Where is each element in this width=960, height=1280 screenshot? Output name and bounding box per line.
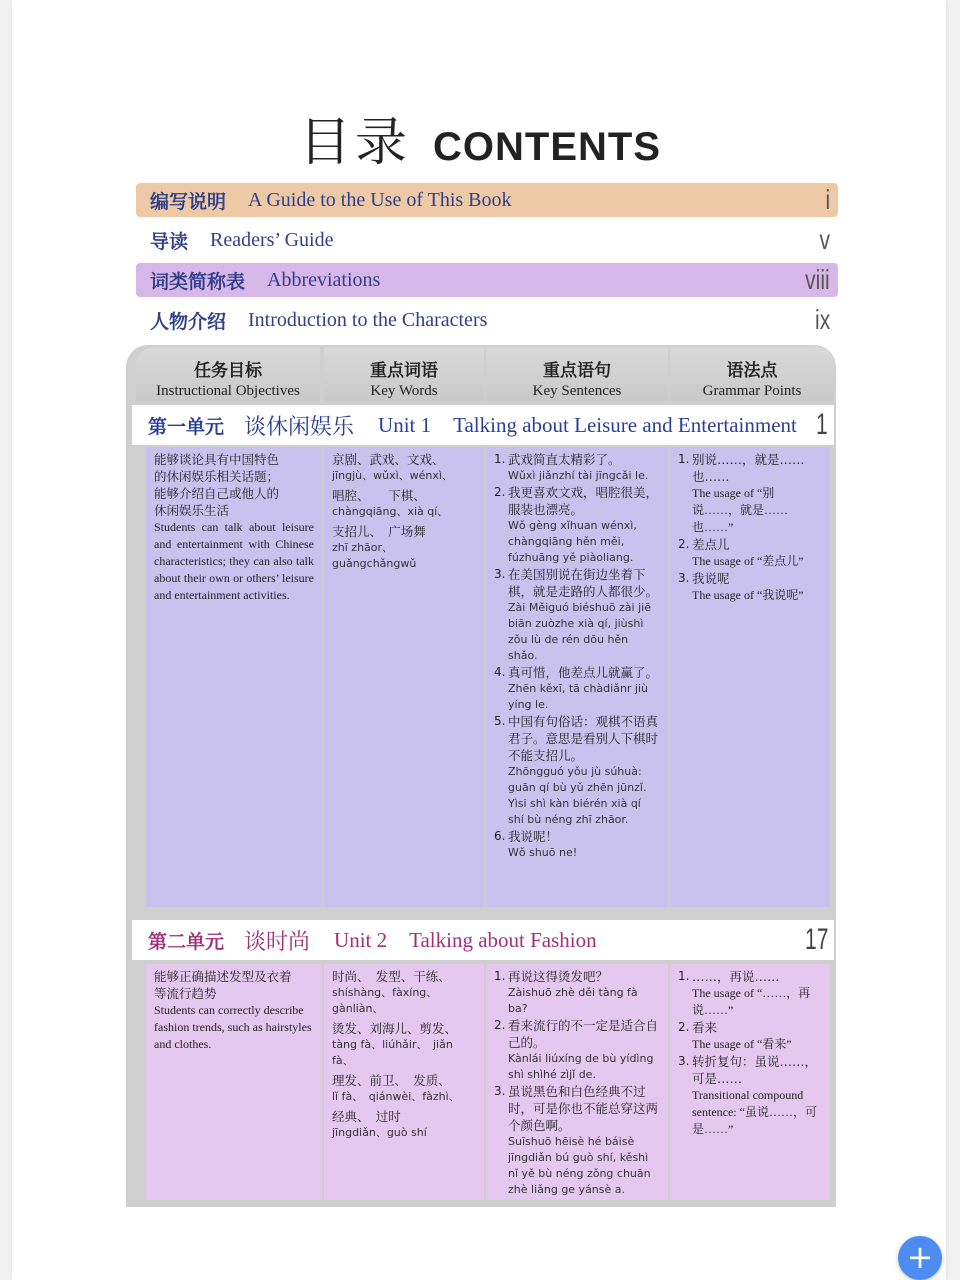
objective-line: 的休闲娱乐相关话题； — [154, 469, 280, 484]
objective-line: 等流行趋势 — [154, 986, 217, 1001]
unit-title-en: Talking about Leisure and Entertainment — [453, 412, 797, 437]
grammar-item: 2. 看来 The usage of “看来” — [678, 1019, 822, 1053]
toc-item-page: ix — [814, 304, 830, 335]
objective-line: 能够谈论具有中国特色 — [154, 452, 280, 467]
column-header-key-sentences — [486, 347, 668, 401]
keyword-zh: 京剧、武戏、文戏、 — [332, 452, 445, 467]
plus-icon: + — [906, 1238, 934, 1276]
column-header-zh: 任务目标 — [194, 361, 262, 381]
unit-title-zh: 谈时尚 — [244, 929, 311, 955]
grammar-zh: 差点儿 — [692, 537, 730, 552]
sentence-item: 3. 虽说黑色和白色经典不过时，可是你也不能总穿这两个颜色啊。 Suīshuō hēisè hé báisè jīngdiǎn bú guò shí, kěshì nǐ yě bù néng zǒng chuān zhè liǎng ge yánsè a. — [494, 1084, 659, 1196]
column-header-en: Key Sentences — [532, 383, 622, 399]
sentence-item: 6. 我说呢！ Wǒ shuō ne! — [494, 828, 660, 861]
keyword-pinyin: tàng fà、liúhǎir、 jiǎn fà、 — [332, 1038, 453, 1067]
unit-1-key-words — [324, 447, 484, 907]
sentence-zh: 中国有句俗话：观棋不语真君子。意思是看别人下棋时不能支招儿。 — [508, 714, 659, 763]
sentence-zh: 我说呢！ — [508, 829, 559, 844]
objective-line: 能够介绍自己或他人的 — [154, 486, 280, 501]
grammar-item: 3. 我说呢 The usage of “我说呢” — [678, 570, 822, 604]
keyword-zh: 理发、前卫、 发质、 — [332, 1073, 451, 1088]
unit-1-grammar-points — [670, 447, 830, 907]
add-button[interactable] — [898, 1236, 942, 1280]
unit-1-key-sentences — [486, 447, 668, 907]
keyword-zh: 烫发、刘海儿、剪发、 — [332, 1021, 458, 1036]
toc-item-zh: 编写说明 — [150, 190, 227, 213]
grammar-en: The usage of “我说呢” — [692, 588, 804, 602]
unit-1-objectives — [146, 447, 322, 907]
keyword-pinyin: shíshàng、fàxíng、gànliàn、 — [332, 986, 438, 1015]
grammar-zh: 看来 — [692, 1020, 718, 1035]
column-header-zh: 重点语句 — [543, 361, 611, 381]
sentence-pinyin: Zài Měiguó biéshuō zài jiē biān zuòzhe xià qí, jiùshì zǒu lù de rén dōu hěn shǎo. — [508, 601, 651, 662]
grammar-zh: 我说呢 — [692, 571, 730, 586]
keyword-pinyin: chàngqiāng、xià qí、 — [332, 505, 449, 518]
column-header-en: Key Words — [370, 383, 438, 399]
sentence-item: 4. 真可惜，他差点儿就赢了。 Zhēn kěxī, tā chàdiǎnr jiù yíng le. — [494, 665, 659, 711]
sentence-zh: 真可惜，他差点儿就赢了。 — [508, 665, 659, 680]
toc-item-page: i — [825, 184, 830, 215]
unit-number-en: Unit 1 — [378, 412, 432, 437]
unit-2-grammar-points — [670, 964, 830, 1200]
grammar-en: The usage of “看来” — [692, 1037, 792, 1051]
sentence-item: 1. 武戏简直太精彩了。 Wǔxì jiǎnzhí tài jīngcǎi le. — [494, 451, 660, 484]
unit-page: 17 — [804, 923, 828, 956]
keyword-zh: 时尚、 发型、干练、 — [332, 969, 451, 984]
keyword-group — [332, 487, 476, 520]
keyword-pinyin: jīngdiǎn、guò shí — [332, 1126, 427, 1139]
unit-number-zh: 第一单元 — [148, 415, 225, 438]
sentence-item: 2. 看来流行的不一定是适合自己的。 Kànlái liúxíng de bù yídìng shì shìhé zìjǐ de. — [494, 1018, 659, 1081]
column-header-objectives — [136, 347, 320, 401]
toc-item-page: v — [819, 224, 830, 255]
toc-item-zh: 词类简称表 — [150, 270, 246, 293]
sentence-pinyin: Wǔxì jiǎnzhí tài jīngcǎi le. — [508, 469, 649, 482]
toc-item-abbreviations[interactable] — [136, 263, 838, 297]
unit-number-en: Unit 2 — [334, 927, 388, 952]
sentence-zh: 武戏简直太精彩了。 — [508, 452, 621, 467]
keyword-zh: 支招儿、 广场舞 — [332, 524, 426, 539]
sentence-item: 1. 再说这得烫发吧？ Zàishuō zhè děi tàng fà ba? — [494, 968, 660, 1017]
grammar-en: The usage of “……，再说……” — [692, 986, 811, 1017]
unit-2-key-words — [324, 964, 484, 1200]
column-header-en: Grammar Points — [702, 383, 802, 399]
toc-item-en: A Guide to the Use of This Book — [248, 188, 512, 211]
sentence-pinyin: Zhēn kěxī, tā chàdiǎnr jiù yíng le. — [508, 682, 649, 711]
column-header-key-words — [324, 347, 484, 401]
keyword-zh: 经典、 过时 — [332, 1109, 401, 1124]
unit-number-zh: 第二单元 — [148, 930, 225, 953]
toc-item-page: viii — [805, 264, 830, 295]
toc-item-en: Abbreviations — [267, 268, 381, 291]
sentence-pinyin: Suīshuō hēisè hé báisè jīngdiǎn bú guò shí, kěshì nǐ yě bù néng zǒng chuān zhè liǎng ge yánsè a. — [508, 1135, 651, 1196]
title-en: CONTENTS — [433, 125, 661, 169]
sentence-zh: 看来流行的不一定是适合自己的。 — [508, 1018, 659, 1050]
toc-item-characters[interactable] — [136, 303, 838, 337]
column-header-en: Instructional Objectives — [156, 383, 300, 399]
sentence-item: 2. 我更喜欢文戏，唱腔很美，服装也漂亮。 Wǒ gèng xǐhuan wénxì, chàngqiāng hěn měi, fúzhuāng yě piàoliang. — [494, 485, 659, 564]
grammar-zh: 转折复句：虽说……，可是…… — [692, 1054, 818, 1086]
grammar-item: 3. 转折复句：虽说……，可是…… Transitional compound sentence: “虽说……，可是……” — [678, 1053, 822, 1138]
toc-item-zh: 人物介绍 — [150, 310, 227, 333]
sentence-zh: 再说这得烫发吧？ — [508, 969, 609, 984]
keyword-pinyin: zhī zhāor、guǎngchǎngwǔ — [332, 541, 417, 570]
title-zh: 目录 — [298, 113, 411, 173]
sentence-pinyin: Wǒ shuō ne! — [508, 846, 578, 859]
keyword-group — [332, 523, 476, 572]
unit-title-zh: 谈休闲娱乐 — [244, 414, 355, 440]
sentence-item: 3. 在美国别说在街边坐着下棋，就是走路的人都很少。 Zài Měiguó biéshuō zài jiē biān zuòzhe xià qí, jiùshì zǒu lù de rén dōu hěn shǎo. — [494, 567, 659, 662]
keyword-pinyin: lǐ fà、 qiánwèi、fàzhì、 — [332, 1090, 460, 1103]
unit-1-header[interactable] — [132, 405, 834, 445]
keyword-pinyin: jīngjù、wǔxì、wénxì、 — [332, 469, 453, 482]
unit-2-header[interactable] — [132, 920, 834, 960]
sentence-zh: 在美国别说在街边坐着下棋，就是走路的人都很少。 — [508, 567, 659, 599]
unit-2-objectives — [146, 964, 322, 1200]
grammar-en: The usage of “别说……，就是……也……” — [692, 486, 789, 534]
toc-item-zh: 导读 — [150, 230, 189, 253]
objective-line: 休闲娱乐生活 — [154, 503, 230, 518]
page-title — [0, 100, 960, 175]
keyword-group — [332, 1072, 476, 1105]
grammar-zh: ……，再说…… — [692, 969, 780, 984]
grammar-en: Transitional compound sentence: “虽说……，可是……” — [692, 1088, 817, 1136]
objective-en: Students can correctly describe fashion trends, such as hairstyles and clothes. — [154, 1003, 312, 1051]
sentence-pinyin: Wǒ gèng xǐhuan wénxì, chàngqiāng hěn měi, fúzhuāng yě piàoliang. — [508, 519, 637, 564]
column-header-zh: 重点词语 — [370, 361, 438, 381]
objective-line: 能够正确描述发型及衣着 — [154, 969, 292, 984]
sentence-pinyin: Zàishuō zhè děi tàng fà ba? — [508, 986, 638, 1015]
toc-item-en: Readers’ Guide — [210, 228, 334, 251]
keyword-group — [332, 1108, 476, 1141]
sentence-pinyin: Zhōngguó yǒu jù súhuà: guān qí bù yǔ zhēn jūnzǐ. Yìsi shì kàn biérén xià qí shí bù néng zhī zhāor. — [508, 765, 647, 826]
sentence-zh: 我更喜欢文戏，唱腔很美，服装也漂亮。 — [508, 485, 659, 517]
keyword-zh: 唱腔、 下棋、 — [332, 488, 426, 503]
unit-title-en: Talking about Fashion — [409, 927, 597, 952]
column-header-grammar — [670, 347, 834, 401]
toc-item-guide[interactable] — [136, 183, 838, 217]
grammar-en: The usage of “差点儿” — [692, 554, 804, 568]
grammar-item: 1. ……，再说…… The usage of “……，再说……” — [678, 968, 822, 1019]
column-header-zh: 语法点 — [726, 361, 778, 381]
toc-item-readers-guide[interactable] — [136, 223, 838, 257]
keyword-group — [332, 451, 476, 484]
keyword-group — [332, 968, 476, 1017]
grammar-zh: 别说……，就是……也…… — [692, 452, 805, 484]
sentence-item: 5. 中国有句俗话：观棋不语真君子。意思是看别人下棋时不能支招儿。 Zhōngguó yǒu jù súhuà: guān qí bù yǔ zhēn jūnzǐ. Yìsi shì kàn biérén xià qí shí bù néng zhī zhāor. — [494, 714, 659, 826]
toc-item-en: Introduction to the Characters — [248, 308, 488, 331]
sentence-zh: 虽说黑色和白色经典不过时，可是你也不能总穿这两个颜色啊。 — [508, 1084, 659, 1133]
unit-page: 1 — [816, 408, 828, 441]
objective-en: Students can talk about leisure and entertainment with Chinese characteristics; they can also talk about their own or others’ leisure and entertainment activities. — [154, 520, 314, 602]
keyword-group — [332, 1020, 476, 1069]
sentence-pinyin: Kànlái liúxíng de bù yídìng shì shìhé zìjǐ de. — [508, 1052, 654, 1081]
grammar-item: 1. 别说……，就是……也…… The usage of “别说……，就是……也……” — [678, 451, 822, 536]
unit-2-key-sentences — [486, 964, 668, 1200]
grammar-item: 2. 差点儿 The usage of “差点儿” — [678, 536, 822, 570]
